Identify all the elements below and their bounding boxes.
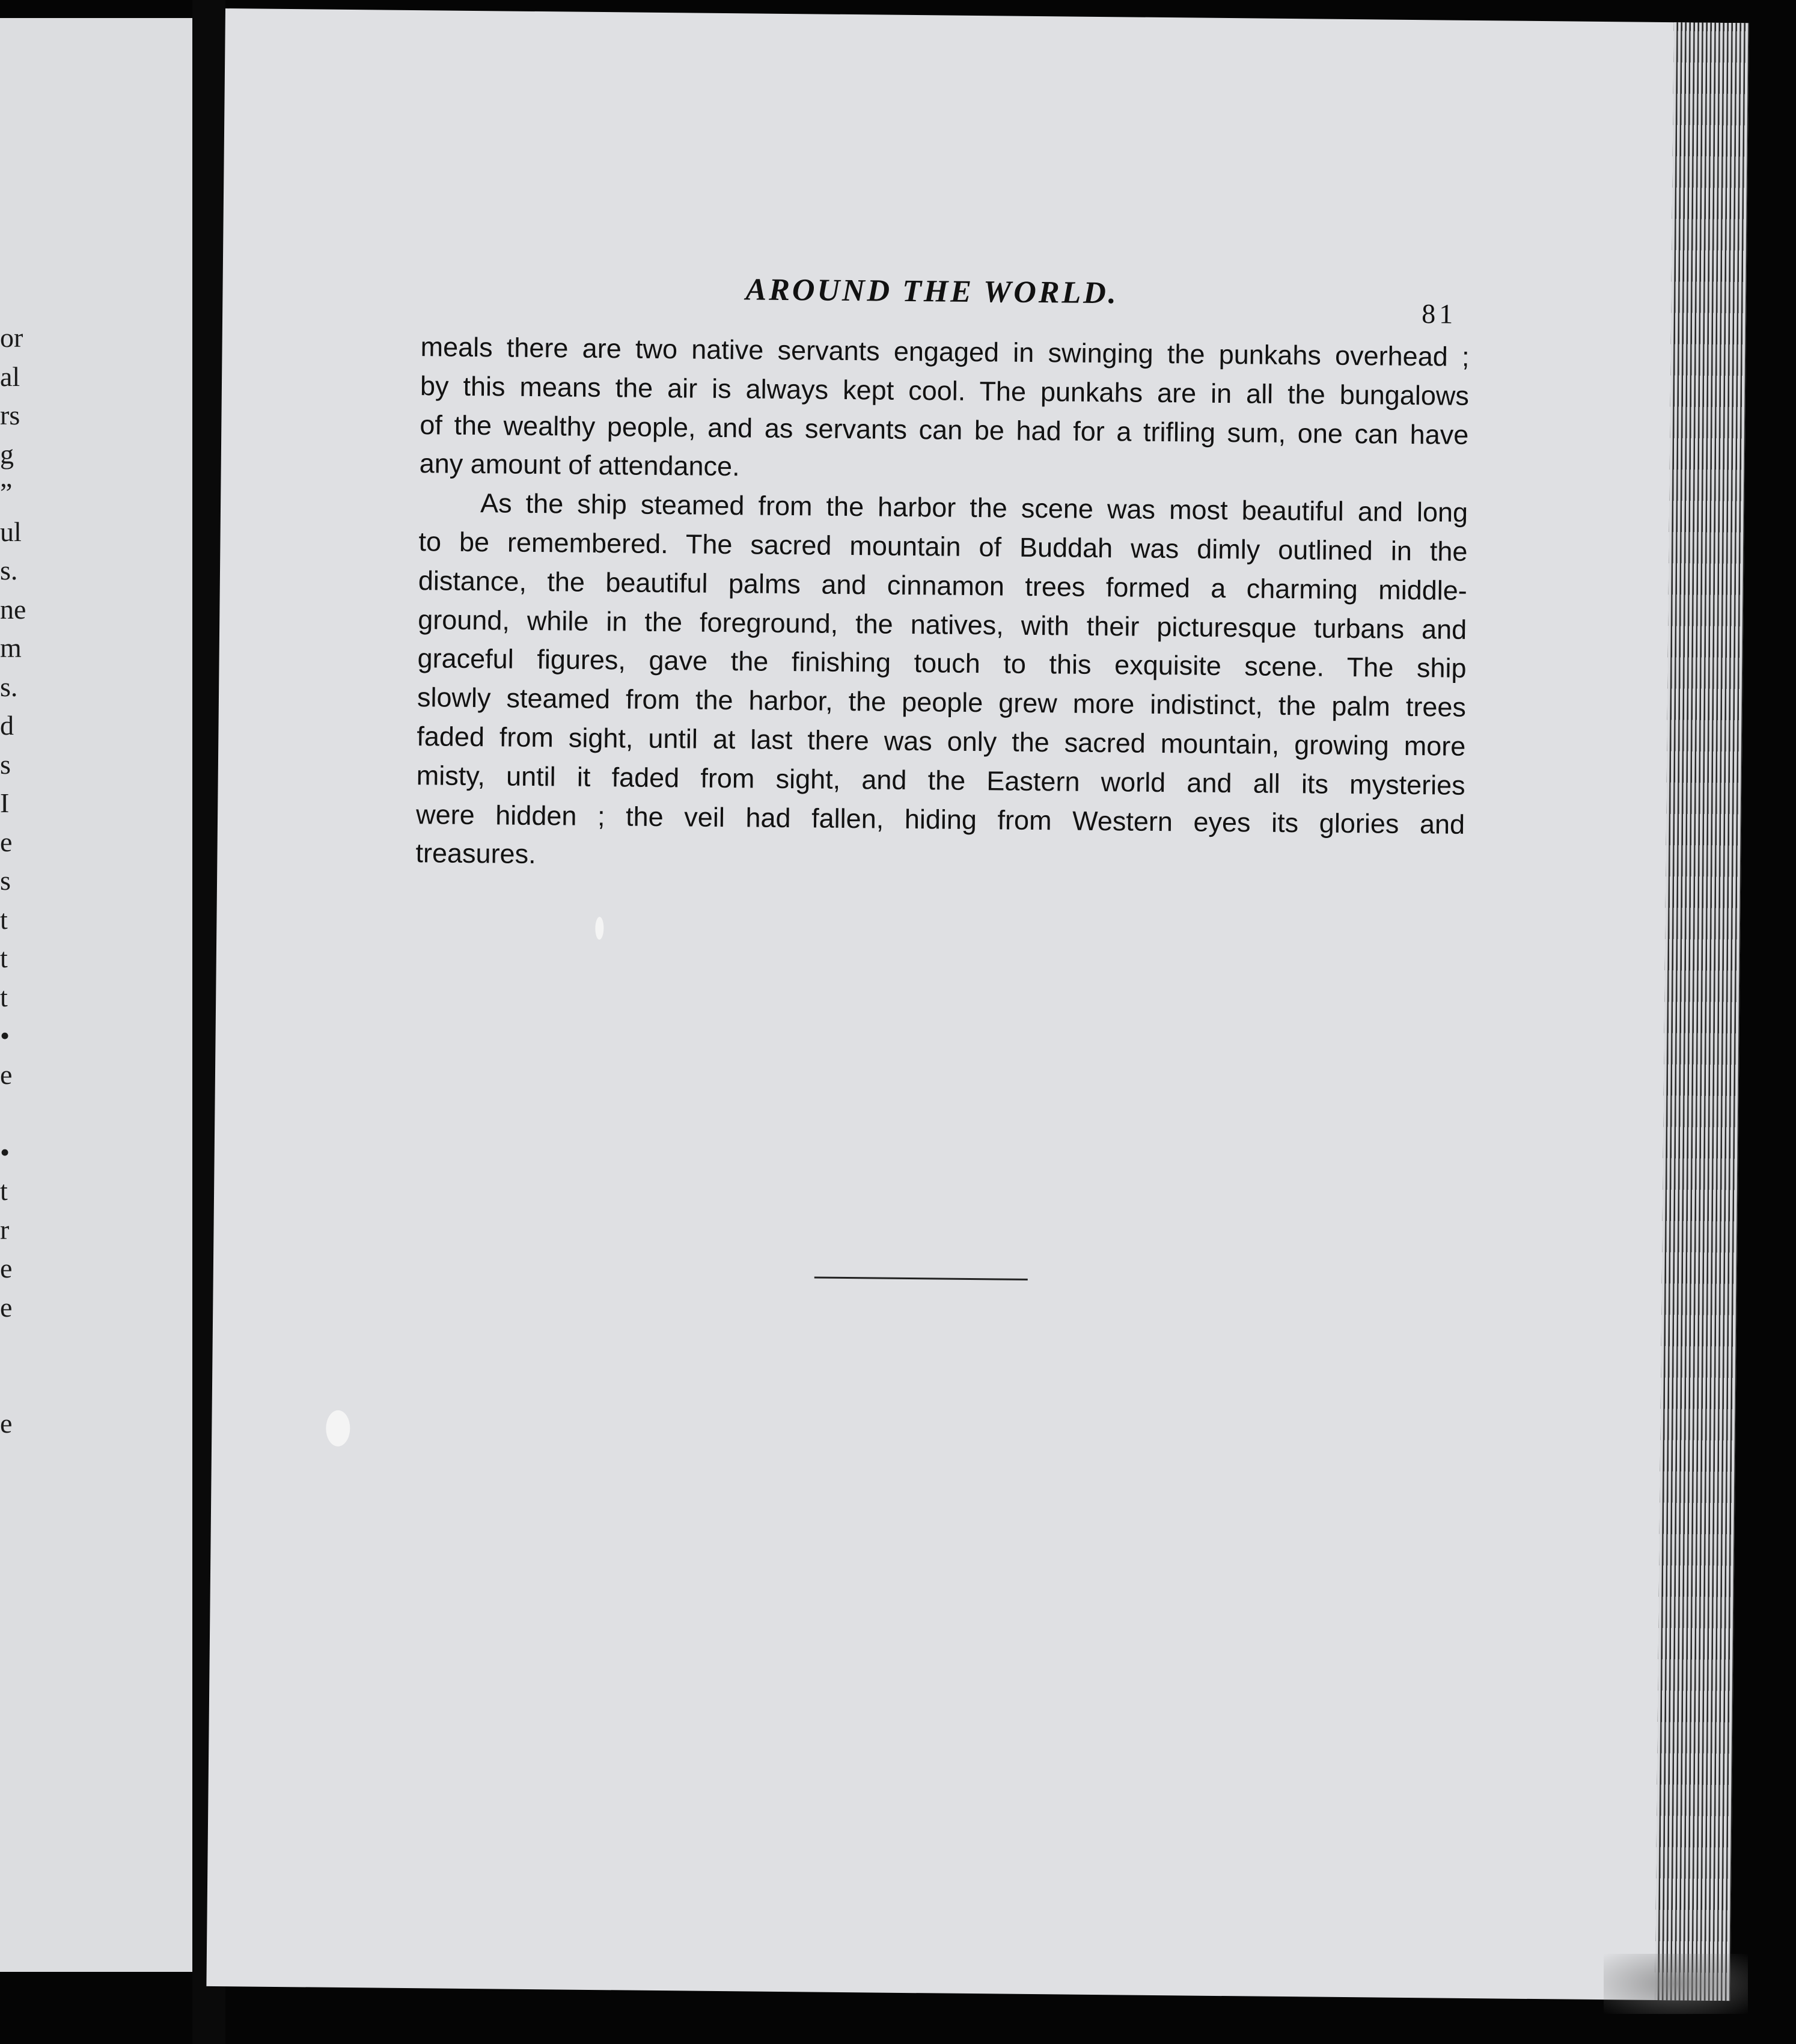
left-page-fragment: e — [0, 1059, 13, 1090]
left-page-fragment: r — [0, 1214, 10, 1245]
text-line: by this means the air is always kept cool. The punkahs are in all the bungalows — [420, 370, 1470, 411]
text-line: ground, while in the foreground, the natives, with their picturesque turbans and — [418, 604, 1467, 645]
left-page-fragment: s. — [0, 555, 18, 586]
left-page-fragment: s — [0, 865, 11, 896]
page-number: 81 — [1421, 298, 1457, 329]
left-page-fragment: t — [0, 943, 8, 973]
left-page-fragment: al — [0, 361, 20, 392]
left-page-fragment: t — [0, 1175, 8, 1206]
left-page — [0, 18, 207, 1972]
left-page-fragment: • — [0, 1020, 10, 1051]
text-line: any amount of attendance. — [419, 448, 740, 482]
left-page-fragment: e — [0, 1253, 13, 1284]
scan-speck — [595, 917, 603, 940]
left-page-fragment — [0, 1366, 36, 1405]
left-page-fragment: t — [0, 981, 8, 1012]
left-page-fragment: ne — [0, 593, 26, 625]
left-page-fragment: ” — [0, 477, 13, 508]
scan-speck — [326, 1410, 350, 1446]
left-page-fragment: rs — [0, 400, 20, 430]
left-page-fragment: m — [0, 632, 22, 663]
text-line: slowly steamed from the harbor, the people grew more indistinct, the palm trees — [417, 682, 1467, 723]
paragraph — [419, 328, 1469, 494]
text-line: meals there are two native servants engaged in swinging the punkahs overhead ; — [420, 331, 1470, 372]
scan-smudge — [1604, 1954, 1748, 2014]
left-page-fragment: or — [0, 322, 23, 353]
left-page-fragment: e — [0, 1408, 13, 1439]
paragraph — [415, 483, 1468, 883]
left-page-fragment: t — [0, 904, 8, 935]
text-line: to be remembered. The sacred mountain of Buddah was dimly outlined in the — [418, 526, 1468, 567]
text-line: faded from sight, until at last there was only the sacred mountain, growing more — [417, 721, 1466, 762]
left-page-fragment — [0, 1327, 36, 1366]
left-page-fragment: e — [0, 1291, 13, 1323]
body-text — [415, 328, 1470, 883]
running-head: AROUND THE WORLD. — [745, 272, 1119, 311]
text-line: treasures. — [415, 837, 536, 870]
left-page-fragment: ul — [0, 516, 22, 547]
left-page-fragment: s. — [0, 671, 18, 702]
section-end-rule — [814, 1277, 1028, 1281]
page-stack-edges — [1655, 22, 1749, 2001]
left-page-fragment: I — [0, 788, 10, 818]
left-page-fragment: • — [0, 1136, 10, 1167]
text-line: misty, until it faded from sight, and the Eastern world and all its mysteries — [416, 759, 1465, 801]
left-page-fragment: s — [0, 748, 11, 780]
left-page-cut-off-text — [0, 319, 36, 1443]
text-line: As the ship steamed from the harbor the scene was most beautiful and long — [480, 488, 1468, 528]
text-line: of the wealthy people, and as servants can be had for a trifling sum, one can have — [420, 409, 1469, 450]
text-line: graceful figures, gave the finishing touch to this exquisite scene. The ship — [417, 643, 1467, 684]
text-line: distance, the beautiful palms and cinnamon trees formed a charming middle- — [418, 565, 1468, 606]
text-line: were hidden ; the veil had fallen, hiding from Western eyes its glories and — [415, 798, 1465, 840]
left-page-fragment: e — [0, 826, 13, 857]
left-page-fragment: g — [0, 438, 14, 470]
left-page-fragment: d — [0, 710, 14, 741]
left-page-fragment — [0, 1094, 36, 1133]
right-page — [206, 8, 1749, 2001]
